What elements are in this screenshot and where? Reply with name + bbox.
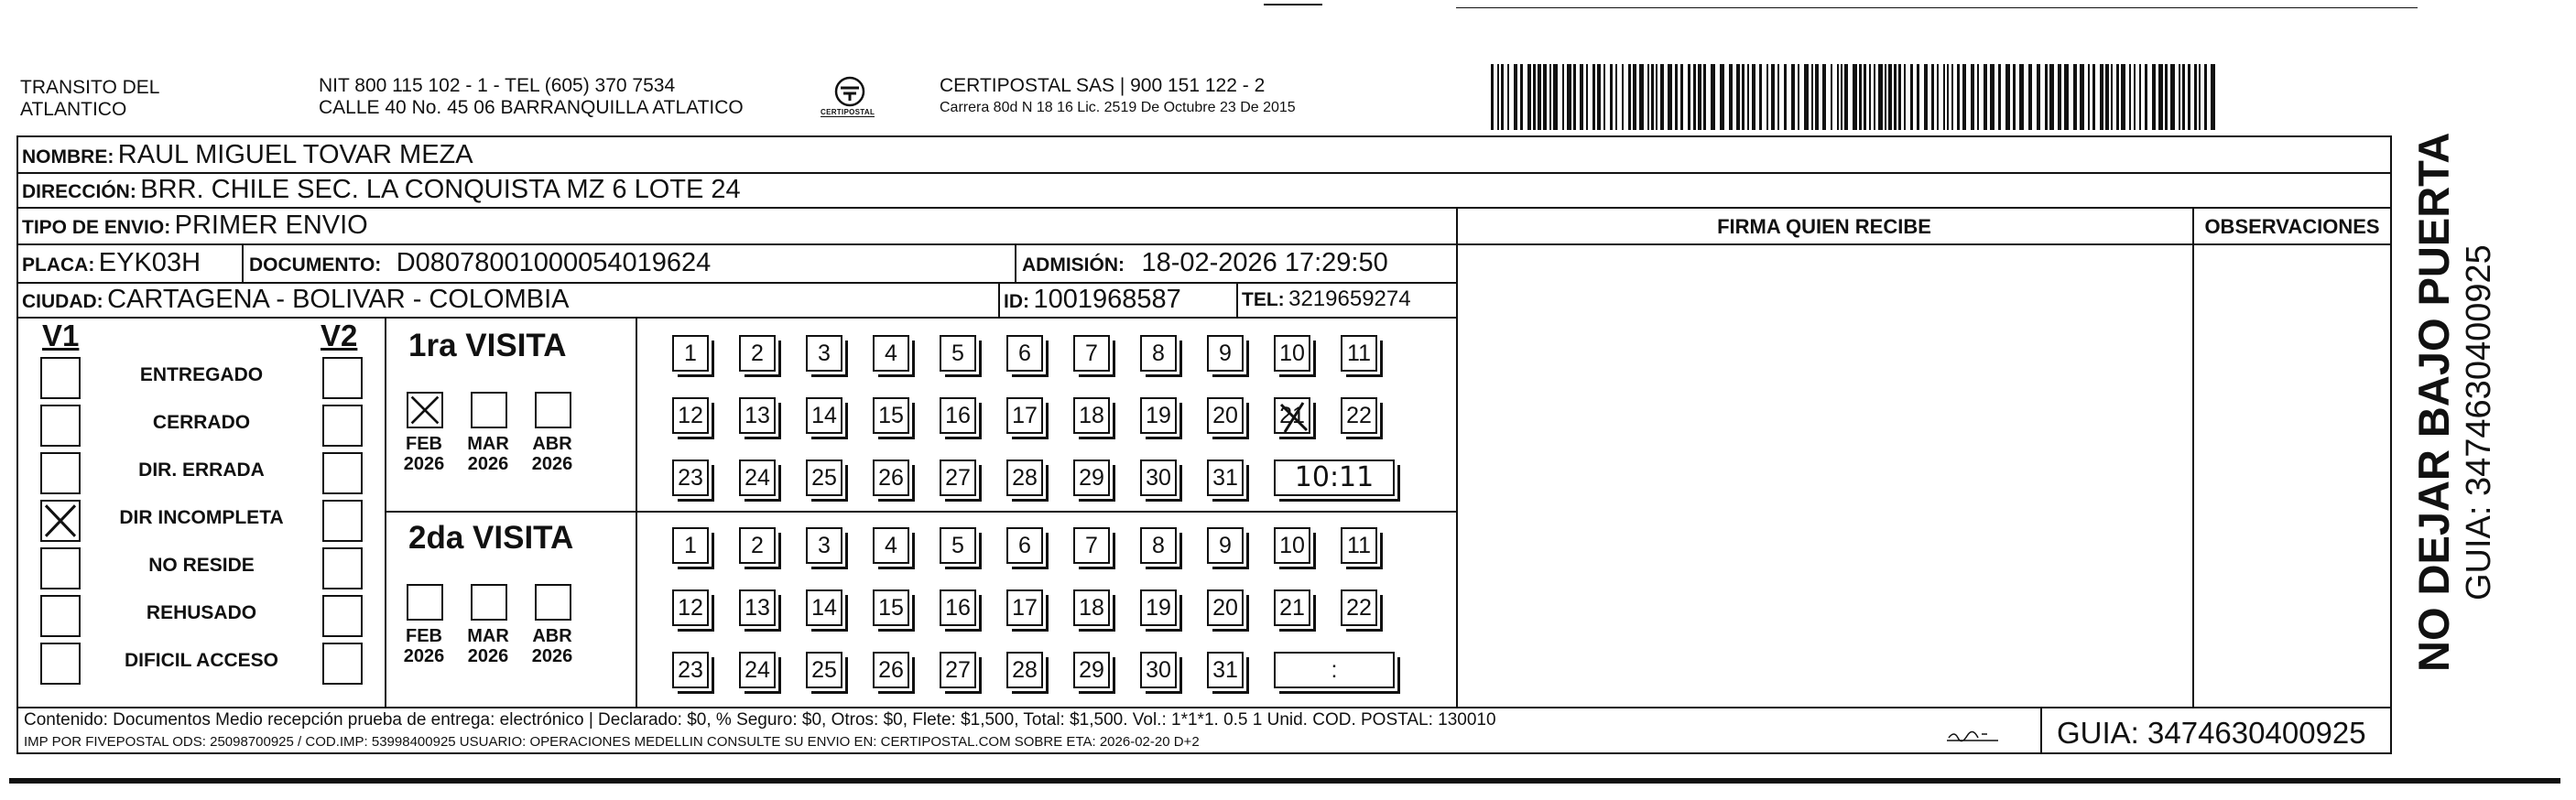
org-contact <box>319 75 744 119</box>
top-rule-right <box>1456 7 2418 8</box>
day-box[interactable]: 11 <box>1341 527 1377 564</box>
day-box[interactable]: 6 <box>1006 527 1043 564</box>
day-box[interactable]: 20 <box>1207 589 1244 626</box>
v1-checkbox[interactable] <box>40 643 81 685</box>
top-rule <box>1264 4 1322 5</box>
documento-value: D08078001000054019624 <box>396 248 712 277</box>
address-line: CALLE 40 No. 45 06 BARRANQUILLA ATLATICO <box>319 97 744 118</box>
col-footer-guia <box>2040 707 2042 754</box>
v1-checkbox[interactable] <box>40 357 81 399</box>
day-box[interactable]: 30 <box>1140 459 1177 496</box>
month-label: FEB 2026 <box>403 626 445 666</box>
v2-checkbox[interactable] <box>322 500 363 542</box>
day-box[interactable]: 14 <box>806 589 842 626</box>
day-box[interactable]: 28 <box>1006 459 1043 496</box>
day-box[interactable]: 5 <box>940 527 976 564</box>
v1-label: V1 <box>42 319 80 352</box>
month-label: MAR 2026 <box>467 434 509 474</box>
visit-divider <box>385 511 1456 513</box>
day-box[interactable]: 16 <box>940 589 976 626</box>
direccion-row: DIRECCIÓN: BRR. CHILE SEC. LA CONQUISTA MZ 6 LOTE 24 <box>22 175 741 204</box>
time-box[interactable]: : <box>1274 652 1395 688</box>
v2-checkbox[interactable] <box>322 547 363 589</box>
day-box[interactable]: 12 <box>672 397 709 434</box>
tel-value: 3219659274 <box>1288 286 1411 311</box>
status-label: ENTREGADO <box>139 364 264 385</box>
v1-checkbox[interactable] <box>40 405 81 447</box>
certipostal-logo <box>817 73 883 123</box>
nombre-value: RAUL MIGUEL TOVAR MEZA <box>117 140 473 169</box>
signature-mark <box>1945 725 2000 748</box>
status-label: DIFICIL ACCESO <box>124 650 278 671</box>
day-box[interactable]: 25 <box>806 459 842 496</box>
tel-field: TEL: 3219659274 <box>1242 286 1411 311</box>
org-name: TRANSITO DEL ATLANTICO <box>20 77 160 120</box>
tipo-envio-value: PRIMER ENVIO <box>174 211 368 240</box>
col-admision <box>1015 243 1016 282</box>
day-box[interactable]: 27 <box>940 459 976 496</box>
tipo-envio-row: TIPO DE ENVIO: PRIMER ENVIO <box>22 211 368 240</box>
day-box[interactable]: 16 <box>940 397 976 434</box>
documento-field: DOCUMENTO: D08078001000054019624 <box>249 248 712 277</box>
col-firma-left <box>1456 207 1458 707</box>
row-line-4 <box>16 282 1456 284</box>
day-box[interactable]: 6 <box>1006 335 1043 372</box>
status-label: NO RESIDE <box>148 555 255 576</box>
month-label: MAR 2026 <box>467 626 509 666</box>
status-label: CERRADO <box>152 412 251 433</box>
month-checkbox[interactable] <box>407 584 443 621</box>
day-box[interactable]: 9 <box>1207 527 1244 564</box>
placa-field: PLACA: EYK03H <box>22 248 201 277</box>
day-box[interactable]: 23 <box>672 459 709 496</box>
day-box[interactable]: 10 <box>1274 527 1310 564</box>
bottom-rule <box>9 778 2560 784</box>
id-value: 1001968587 <box>1033 285 1181 314</box>
v1-checkbox[interactable] <box>40 595 81 637</box>
day-box[interactable]: 25 <box>806 652 842 688</box>
month-checkbox[interactable] <box>471 392 507 428</box>
day-box[interactable]: 3 <box>806 527 842 564</box>
day-box[interactable]: 17 <box>1006 589 1043 626</box>
nit-line: NIT 800 115 102 - 1 - TEL (605) 370 7534 <box>319 75 676 96</box>
day-box[interactable]: 29 <box>1073 459 1110 496</box>
day-box[interactable]: 19 <box>1140 589 1177 626</box>
day-box[interactable]: 31 <box>1207 652 1244 688</box>
logo-caption: CERTIPOSTAL <box>821 108 875 116</box>
month-label: ABR 2026 <box>531 626 573 666</box>
day-box[interactable]: 4 <box>873 335 909 372</box>
courier-address: Carrera 80d N 18 16 Lic. 2519 De Octubre 23 De 2015 <box>940 100 1296 115</box>
day-box[interactable]: 22 <box>1341 589 1377 626</box>
second-visit-label: 2da VISITA <box>408 520 574 556</box>
month-checkbox[interactable] <box>407 392 443 428</box>
imp-line: IMP POR FIVEPOSTAL ODS: 25098700925 / COD.IMP: 53998400925 USUARIO: OPERACIONES MEDELLIN CONSULTE SU ENVIO EN: CERTIPOSTAL.COM SOBRE ETA: 2026-02-20 D+2 <box>24 734 1200 750</box>
day-box[interactable]: 2 <box>739 527 776 564</box>
scribble-icon <box>1945 725 2000 743</box>
month-checkbox[interactable] <box>535 392 571 428</box>
courier-nit: CERTIPOSTAL SAS | 900 151 122 - 2 <box>940 75 1266 96</box>
day-box[interactable]: 23 <box>672 652 709 688</box>
day-box[interactable]: 20 <box>1207 397 1244 434</box>
col-obs-left <box>2192 207 2194 707</box>
day-box[interactable]: 7 <box>1073 335 1110 372</box>
v2-label: V2 <box>321 319 358 352</box>
day-box[interactable]: 3 <box>806 335 842 372</box>
v2-checkbox[interactable] <box>322 357 363 399</box>
first-visit-label: 1ra VISITA <box>408 328 567 363</box>
v2-checkbox[interactable] <box>322 595 363 637</box>
status-label: DIR. ERRADA <box>138 459 265 481</box>
col-tel <box>1236 282 1238 317</box>
day-box[interactable]: 8 <box>1140 335 1177 372</box>
day-box[interactable]: 15 <box>873 589 909 626</box>
admision-field: ADMISIÓN: 18-02-2026 17:29:50 <box>1022 248 1388 277</box>
col-id <box>998 282 1000 317</box>
month-checkbox[interactable] <box>471 584 507 621</box>
ciudad-field: CIUDAD: CARTAGENA - BOLIVAR - COLOMBIA <box>22 285 570 314</box>
status-label: DIR INCOMPLETA <box>119 507 284 528</box>
courier-info <box>940 75 1296 117</box>
day-box[interactable]: 30 <box>1140 652 1177 688</box>
day-box[interactable]: 31 <box>1207 459 1244 496</box>
day-box[interactable]: 22 <box>1341 397 1377 434</box>
day-box[interactable]: 21 <box>1274 397 1310 434</box>
day-box[interactable]: 13 <box>739 397 776 434</box>
guia-box: GUIA: 3474630400925 <box>2057 716 2366 750</box>
day-box[interactable]: 9 <box>1207 335 1244 372</box>
placa-value: EYK03H <box>98 248 201 277</box>
day-box[interactable]: 26 <box>873 652 909 688</box>
day-box[interactable]: 13 <box>739 589 776 626</box>
day-box[interactable]: 19 <box>1140 397 1177 434</box>
col-placa-doc <box>242 243 244 282</box>
day-box[interactable]: 12 <box>672 589 709 626</box>
month-label: ABR 2026 <box>531 434 573 474</box>
day-box[interactable]: 28 <box>1006 652 1043 688</box>
side-guia: GUIA: 3474630400925 <box>2460 244 2498 600</box>
v2-checkbox[interactable] <box>322 405 363 447</box>
time-box[interactable]: 10:11 <box>1274 459 1395 496</box>
status-label: REHUSADO <box>146 602 257 623</box>
no-dejar-bajo-puerta: NO DEJAR BAJO PUERTA <box>2409 132 2458 672</box>
day-box[interactable]: 10 <box>1274 335 1310 372</box>
month-checkbox[interactable] <box>535 584 571 621</box>
row-line-footer <box>16 707 2392 708</box>
day-box[interactable]: 7 <box>1073 527 1110 564</box>
day-box[interactable]: 29 <box>1073 652 1110 688</box>
day-box[interactable]: 11 <box>1341 335 1377 372</box>
day-box[interactable]: 4 <box>873 527 909 564</box>
month-label: FEB 2026 <box>403 434 445 474</box>
day-box[interactable]: 5 <box>940 335 976 372</box>
day-box[interactable]: 15 <box>873 397 909 434</box>
day-box[interactable]: 17 <box>1006 397 1043 434</box>
id-field: ID: 1001968587 <box>1004 285 1181 314</box>
day-box[interactable]: 24 <box>739 459 776 496</box>
observaciones-header: OBSERVACIONES <box>2204 215 2380 238</box>
v1-checkbox[interactable] <box>40 500 81 542</box>
day-box[interactable]: 1 <box>672 335 709 372</box>
v2-checkbox[interactable] <box>322 643 363 685</box>
day-box[interactable]: 14 <box>806 397 842 434</box>
day-box[interactable]: 26 <box>873 459 909 496</box>
day-box[interactable]: 2 <box>739 335 776 372</box>
day-box[interactable]: 8 <box>1140 527 1177 564</box>
v2-checkbox[interactable] <box>322 452 363 494</box>
direccion-value: BRR. CHILE SEC. LA CONQUISTA MZ 6 LOTE 24 <box>140 175 741 204</box>
ciudad-value: CARTAGENA - BOLIVAR - COLOMBIA <box>107 285 570 314</box>
admision-value: 18-02-2026 17:29:50 <box>1141 248 1388 277</box>
v1-checkbox[interactable] <box>40 452 81 494</box>
day-box[interactable]: 1 <box>672 527 709 564</box>
day-box[interactable]: 27 <box>940 652 976 688</box>
day-box[interactable]: 21 <box>1274 589 1310 626</box>
barcode <box>1491 64 2220 130</box>
day-box[interactable]: 18 <box>1073 589 1110 626</box>
firma-header: FIRMA QUIEN RECIBE <box>1717 215 1931 238</box>
nombre-row: NOMBRE: RAUL MIGUEL TOVAR MEZA <box>22 140 473 169</box>
row-line-3 <box>16 243 2392 245</box>
day-box[interactable]: 18 <box>1073 397 1110 434</box>
v1-checkbox[interactable] <box>40 547 81 589</box>
day-box[interactable]: 24 <box>739 652 776 688</box>
content-line: Contenido: Documentos Medio recepción prueba de entrega: electrónico | Declarado: $0, % Seguro: $0, Otros: $0, Flete: $1,500, Total: $1,500. Vol.: 1*1*1. 0.5 1 Unid. COD. POSTAL: 130010 <box>24 710 1496 730</box>
